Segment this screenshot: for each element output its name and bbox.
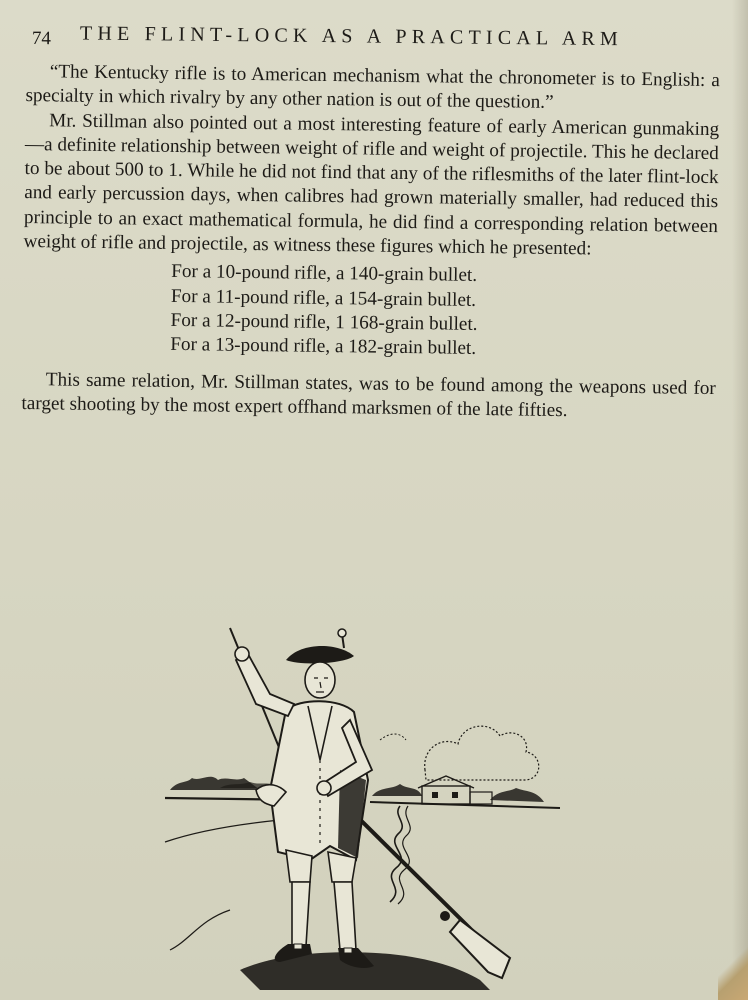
page-number: 74 [31,28,52,50]
tree-line [372,784,422,796]
rifleman-illustration [160,620,580,990]
running-title: THE FLINT-LOCK AS A PRACTICAL ARM [79,22,624,51]
list-item: For a 12-pound rifle, 1 168-grain bullet. [170,309,478,335]
cloud-shape [425,726,539,780]
page-header [32,18,712,55]
field-line [165,820,280,842]
relation-paragraph: This same relation, Mr. Stillman states, was to be found among the weapons used for target shooting by the most expert offhand marksmen of the late fifties. [21,368,716,421]
page-edge-shadow [732,0,748,1000]
rifle-bullet-list [170,260,717,364]
tree-line [490,788,544,802]
body-text [21,60,720,425]
list-item: For a 11-pound rifle, a 154-grain bullet. [170,285,477,311]
list-item: For a 13-pound rifle, a 182-grain bullet. [170,334,477,360]
quote-paragraph: “The Kentucky rifle is to American mechanism what the chronometer is to English: a specialty in which rivalry by any other nation is out of the question.” [25,61,720,114]
list-item: For a 10-pound rifle, a 140-grain bullet. [171,261,478,287]
stillman-paragraph: Mr. Stillman also pointed out a most interesting feature of early American gunmaking—a definite relationship between weight of rifle and weight of projectile. This he declared to be about 500 to 1. While he did not find that any of the riflesmiths of the later flint-lock and early percussion days, when calibres had grown materially smaller, had reduced this principle to an exact mathematical formula, he did find a corresponding relation between weight of rifle and projectile, as witness these figures which he presented: [23,109,720,260]
cloud-shape [380,734,406,740]
field-line [170,910,230,950]
page-corner [718,940,748,1000]
